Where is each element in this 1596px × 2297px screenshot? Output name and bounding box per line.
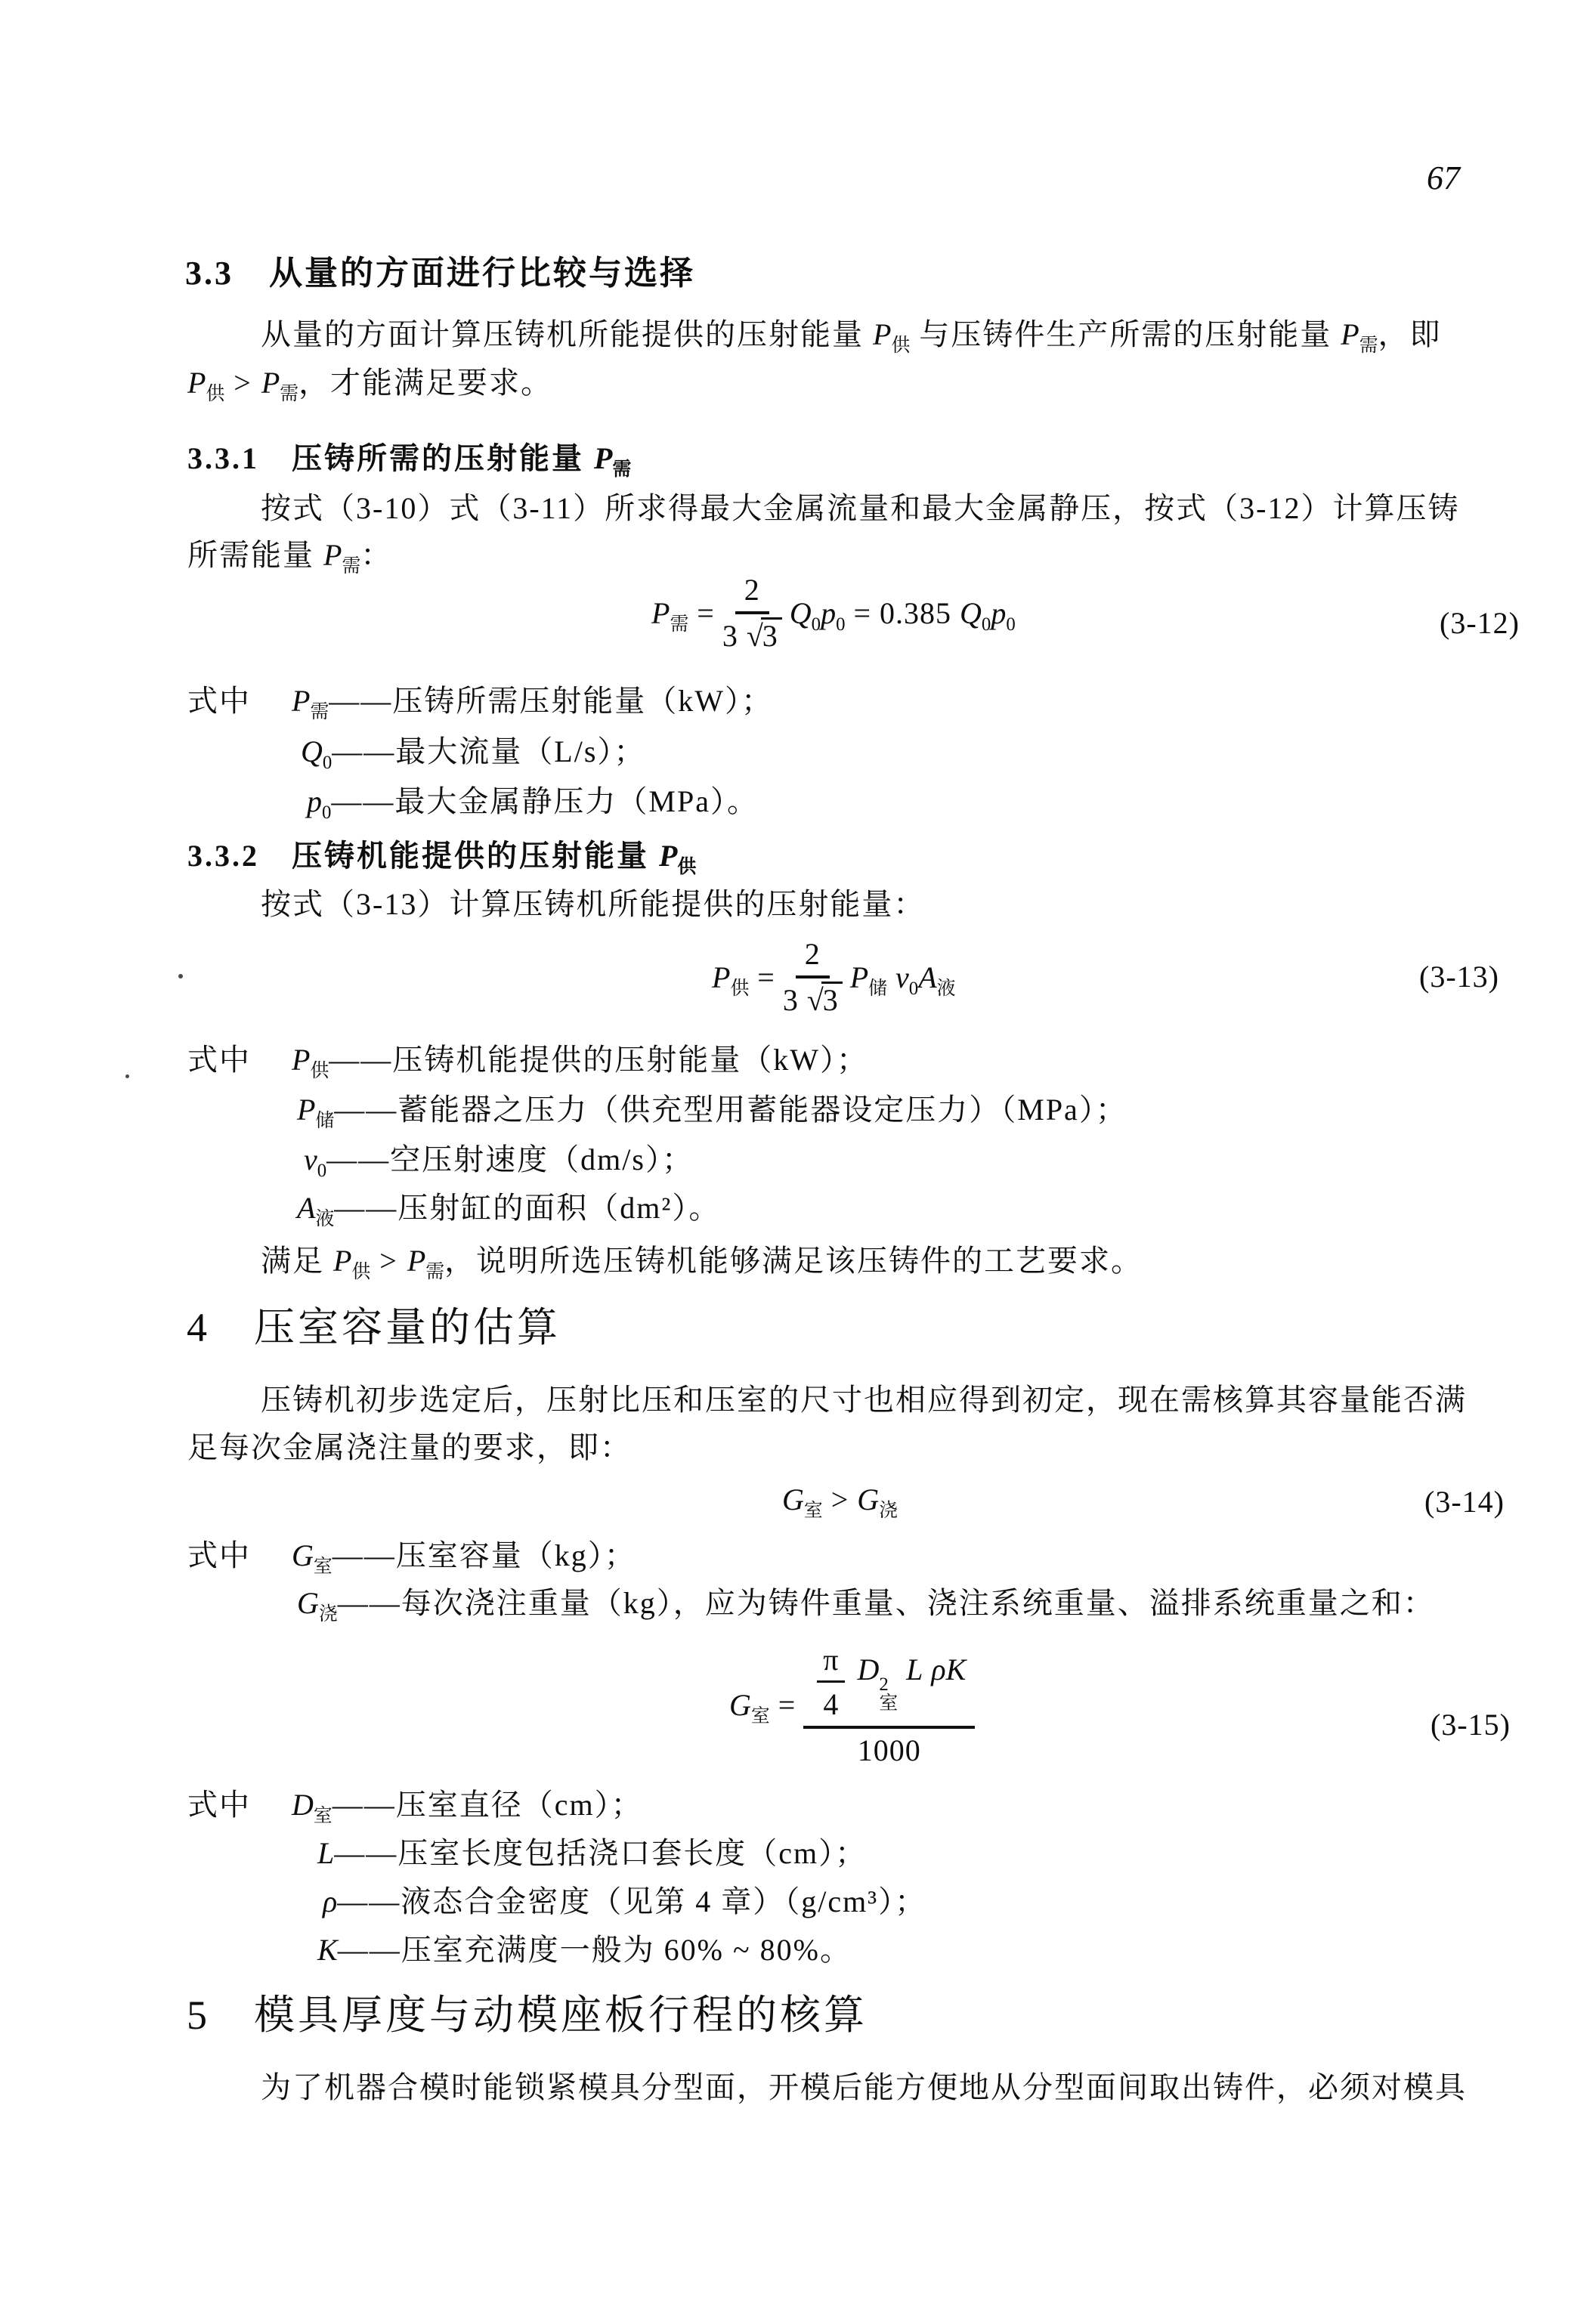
definition-line: ρ——液态合金密度（见第 4 章）（g/cm³）； [323, 1884, 927, 1918]
fraction: $\frac{\pi}{4}$ D 2 室 L ρK 1000 [803, 1641, 975, 1770]
paragraph-line: 按式（3-10）式（3-11）所求得最大金属流量和最大金属静压，按式（3-12）计算压铸 [261, 491, 1460, 525]
definition-line: $p_0——$最大金属静压力（MPa）。 [307, 784, 759, 823]
formula-lhs: $P_需$ = [651, 595, 715, 635]
paragraph-line: 满足 $P_供 > P_需$，说明所选压铸机能够满足该压铸件的工艺要求。 [261, 1244, 1143, 1282]
formula-3-12 [651, 571, 1016, 655]
formula-expr: $G_室 > G_浇$ [782, 1482, 898, 1521]
fraction: 2 3 √3 [783, 935, 843, 1019]
paragraph-line: 所需能量 $P_需$： [187, 538, 393, 577]
equation-label-3-15: (3-15) [1431, 1708, 1511, 1742]
definition-line: 式中 $P_需——$压铸所需压射能量（kW）； [187, 684, 774, 722]
scan-speck [178, 974, 183, 978]
section-5-heading: 5 模具厚度与动模座板行程的核算 [187, 1992, 868, 2038]
equation-label-3-12: (3-12) [1440, 606, 1520, 640]
definition-line: 式中 $D_室——$压室直径（cm）； [187, 1788, 643, 1826]
formula-lhs: $G_室$ = [729, 1688, 796, 1727]
definition-line: 式中 $P_供——$压铸机能提供的压射能量（kW）； [187, 1043, 869, 1081]
paragraph-line: 压铸机初步选定后，压射比压和压室的尺寸也相应得到初定，现在需核算其容量能否满 [261, 1383, 1467, 1417]
section-3-3-1-heading: 3.3.1 压铸所需的压射能量 $P_需$ [187, 441, 632, 480]
formula-rhs: $Q_0p_0 = 0.385$ $Q_0p_0$ [789, 595, 1016, 635]
definition-line: $G_浇——$每次浇注重量（kg），应为铸件重量、浇注系统重量、溢排系统重量之和： [297, 1586, 1435, 1625]
intro-paragraph-line-1: 从量的方面计算压铸机所能提供的压射能量 $P_供$ 与压铸件生产所需的压射能量 $P_需$，即 [261, 317, 1442, 356]
definition-line: K——压室充满度一般为 60% ~ 80%。 [317, 1933, 852, 1967]
equation-label-3-13: (3-13) [1419, 960, 1499, 994]
formula-rhs: $P_储$ $v_0A_液$ [849, 960, 956, 999]
intro-paragraph-line-2: $P_供 > P_需$，才能满足要求。 [187, 366, 553, 404]
fraction: 2 3 √3 [722, 571, 782, 655]
definition-line: 式中 $G_室——$压室容量（kg）； [187, 1538, 636, 1577]
numerator-terms: D 2 室 L ρK [857, 1652, 967, 1714]
formula-3-13 [712, 935, 955, 1019]
section-3-3-2-heading: 3.3.2 压铸机能提供的压射能量 $P_供$ [187, 839, 697, 877]
inner-fraction: $\frac{\pi}{4}$ [817, 1641, 845, 1724]
formula-3-14 [782, 1481, 898, 1519]
scan-speck [125, 1074, 129, 1078]
paragraph-line: 足每次金属浇注量的要求，即： [187, 1430, 632, 1464]
definition-line: $P_储——$蓄能器之压力（供充型用蓄能器设定压力）（MPa）； [297, 1093, 1127, 1131]
formula-lhs: $P_供$ = [712, 960, 775, 999]
formula-3-15 [729, 1641, 982, 1770]
definition-line: $A_液——$压射缸的面积（dm²）。 [297, 1191, 721, 1229]
paragraph-line: 按式（3-13）计算压铸机所能提供的压射能量： [261, 887, 926, 921]
definition-line: $Q_0——$最大流量（L/s）； [301, 734, 646, 773]
section-3-3-heading: 3.3 从量的方面进行比较与选择 [185, 255, 695, 292]
section-4-heading: 4 压室容量的估算 [187, 1305, 561, 1350]
definition-line: L——压室长度包括浇口套长度（cm）； [317, 1836, 868, 1870]
page-number: 67 [1427, 159, 1460, 196]
paragraph-line: 为了机器合模时能锁紧模具分型面，开模后能方便地从分型面间取出铸件，必须对模具 [261, 2070, 1467, 2104]
equation-label-3-14: (3-14) [1424, 1485, 1505, 1519]
definition-line: $v_0——$空压射速度（dm/s）； [304, 1142, 694, 1181]
